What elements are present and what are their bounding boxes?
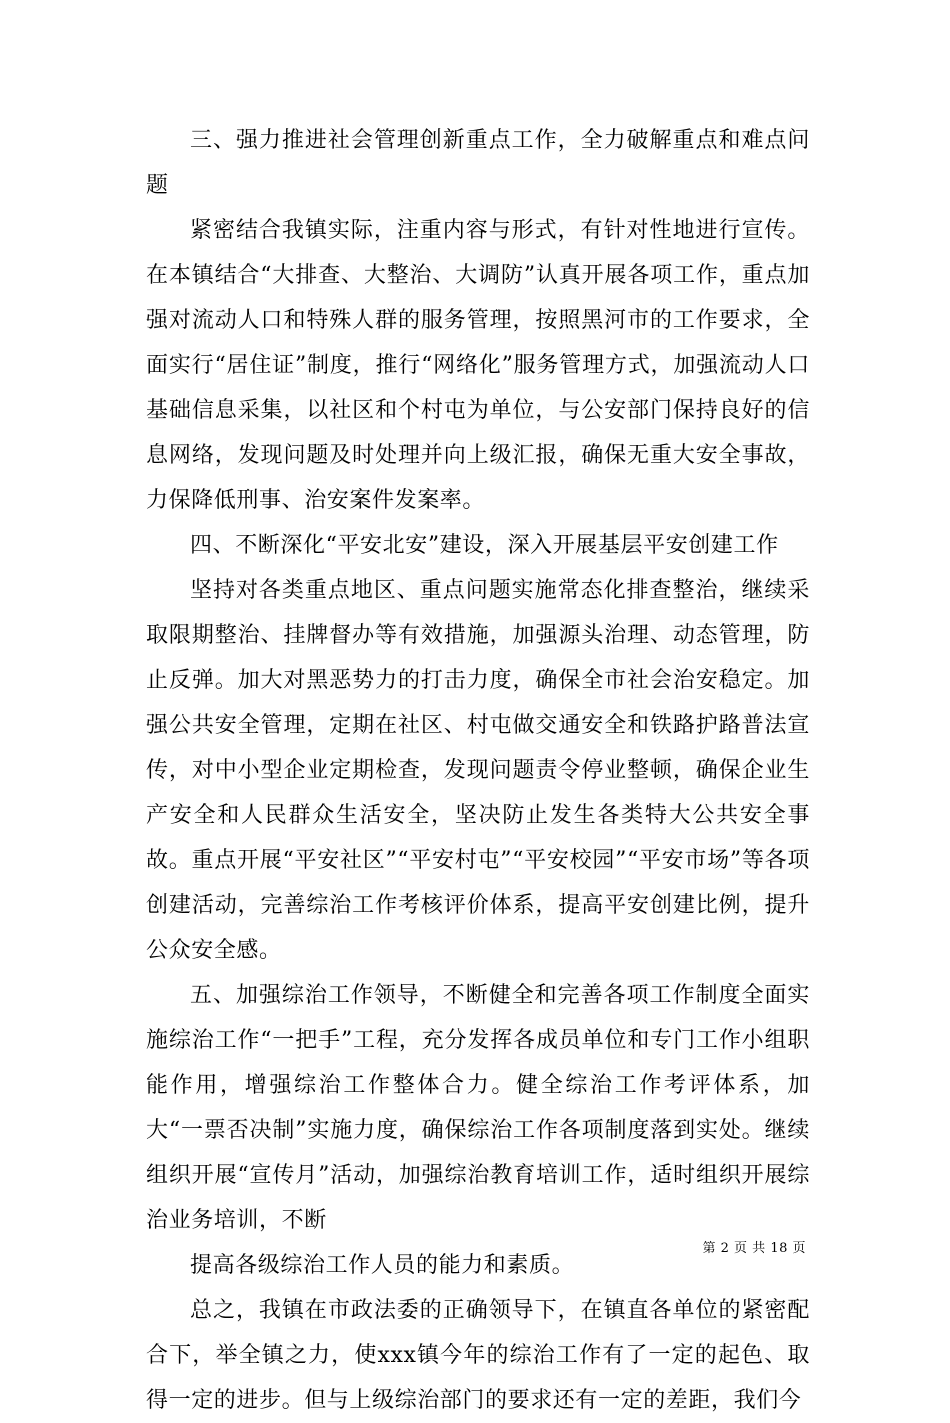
body-paragraph: 提高各级综治工作人员的能力和素质。 (190, 1253, 575, 1278)
section-heading-5: 五、加强综治工作领导，不断健全和完善各项工作制度全面实施综治工作“一把手”工程，充分发挥各成员单位和专门工作小组职能作用，增强综治工作整体合力。健全综治工作考评体系，加大“一票否决制”实施力度，确保综治工作各项制度落到实处。继续组织开展“宣传月”活动，加强综治教育培训工作，适时组织开展综治业务培训，不断 (146, 983, 810, 1233)
page-number: 第 2 页 共 18 页 (702, 1241, 806, 1256)
conclusion-paragraph: 总之，我镇在市政法委的正确领导下，在镇直各单位的紧密配合下，举全镇之力，使xxx镇今年的综治工作有了一定的起色、取得一定的进步。但与上级综治部门的要求还有一定的差距，我们今 (146, 1298, 810, 1413)
section-heading-4: 四、不断深化“平安北安”建设，深入开展基层平安创建工作 (190, 533, 779, 558)
section-heading-3: 三、强力推进社会管理创新重点工作，全力破解重点和难点问题 (146, 128, 810, 198)
body-paragraph: 坚持对各类重点地区、重点问题实施常态化排查整治，继续采取限期整治、挂牌督办等有效措施，加强源头治理、动态管理，防止反弹。加大对黑恶势力的打击力度，确保全市社会治安稳定。加强公共安全管理，定期在社区、村屯做交通安全和铁路护路普法宣传，对中小型企业定期检查，发现问题责令停业整顿，确保企业生产安全和人民群众生活安全，坚决防止发生各类特大公共安全事故。重点开展“平安社区”“平安村屯”“平安校园”“平安市场”等各项创建活动，完善综治工作考核评价体系，提高平安创建比例，提升公众安全感。 (146, 578, 810, 963)
document-body (146, 118, 810, 1423)
body-paragraph: 紧密结合我镇实际，注重内容与形式，有针对性地进行宣传。在本镇结合“大排查、大整治、大调防”认真开展各项工作，重点加强对流动人口和特殊人群的服务管理，按照黑河市的工作要求，全面实行“居住证”制度，推行“网络化”服务管理方式，加强流动人口基础信息采集，以社区和个村屯为单位，与公安部门保持良好的信息网络，发现问题及时处理并向上级汇报，确保无重大安全事故，力保降低刑事、治安案件发案率。 (146, 218, 810, 513)
